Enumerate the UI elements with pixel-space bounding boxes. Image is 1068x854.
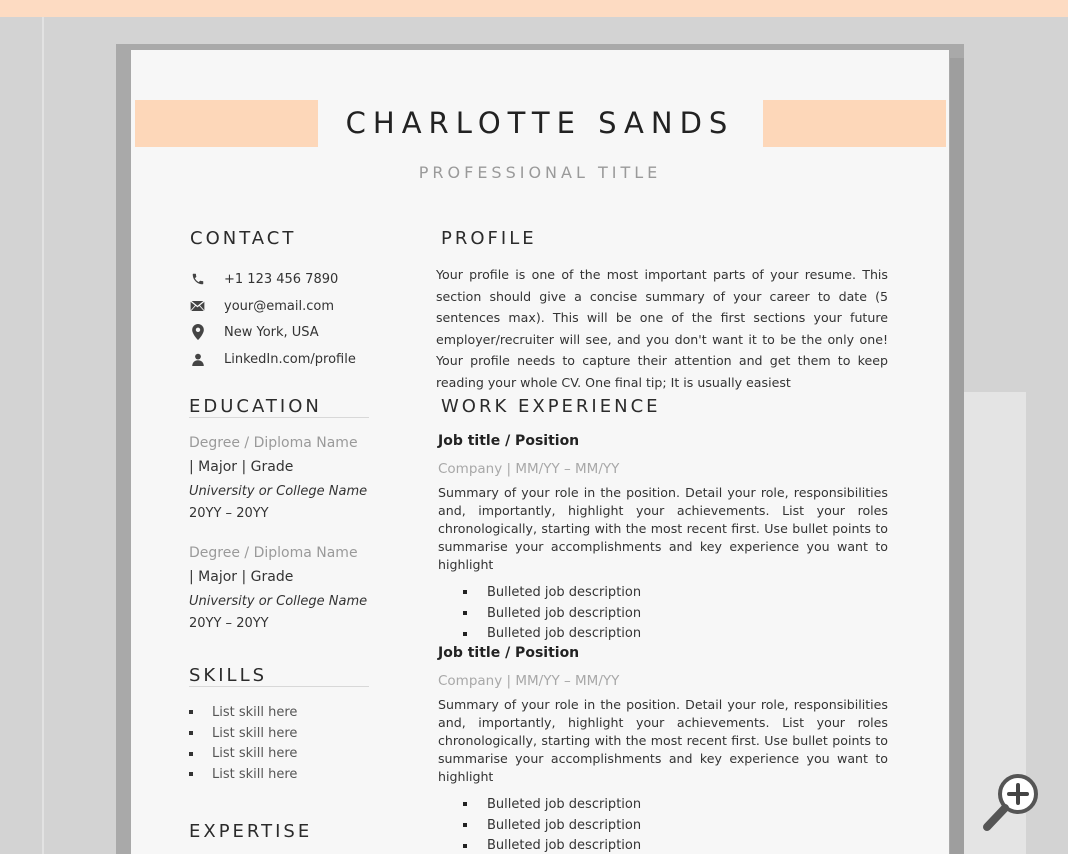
- contact-location-text: New York, USA: [224, 324, 319, 340]
- major-grade: | Major | Grade: [189, 569, 294, 585]
- bullet-text: Bulleted job description: [487, 626, 642, 642]
- professional-title: PROFESSIONAL TITLE: [418, 163, 662, 182]
- contact-location: [189, 322, 319, 342]
- university-name: University or College Name: [189, 484, 368, 499]
- university-name: University or College Name: [189, 594, 368, 609]
- top-accent-strip: [0, 0, 1068, 17]
- bullet-text: Bulleted job description: [487, 796, 642, 812]
- list-item: [189, 723, 297, 744]
- phone-icon: [189, 271, 206, 288]
- job-title: Job title / Position: [438, 645, 580, 661]
- list-item: [189, 702, 297, 723]
- major-grade: | Major | Grade: [189, 459, 294, 475]
- list-item: [438, 624, 888, 645]
- skill-text: List skill here: [212, 746, 298, 762]
- education-entry: [189, 545, 367, 631]
- list-item: [438, 603, 888, 624]
- job-entry: [438, 433, 888, 644]
- education-rule: [189, 417, 369, 418]
- skills-rule: [189, 686, 369, 687]
- bullet-text: Bulleted job description: [487, 584, 642, 600]
- skill-text: List skill here: [212, 725, 298, 741]
- education-years: 20YY – 20YY: [189, 506, 269, 521]
- company-dates: Company | MM/YY – MM/YY: [438, 673, 620, 689]
- list-item: [438, 836, 888, 854]
- profile-heading: PROFILE: [441, 228, 537, 249]
- bullet-text: Bulleted job description: [487, 605, 642, 621]
- education-years: 20YY – 20YY: [189, 616, 269, 631]
- degree-name: Degree / Diploma Name: [189, 545, 358, 561]
- education-entry: [189, 435, 367, 521]
- bullet-text: Bulleted job description: [487, 817, 642, 833]
- list-item: [438, 815, 888, 836]
- skills-heading: SKILLS: [189, 665, 268, 686]
- contact-heading: CONTACT: [190, 228, 297, 249]
- company-dates: Company | MM/YY – MM/YY: [438, 461, 620, 477]
- list-item: [438, 582, 888, 603]
- zoom-in-icon[interactable]: [980, 772, 1044, 834]
- profile-text: Your profile is one of the most important parts of your resume. This section should give a concise summary of your career to date (5 sentences max). This will be one of the first sections your future employer/recruiter will see, and you don't want it to be the only one! Your profile needs to capture their attention and get them to keep reading your whole CV. One final tip; It is usually easiest: [436, 267, 888, 390]
- bullet-text: Bulleted job description: [487, 838, 642, 854]
- contact-email: [189, 296, 334, 316]
- job-title: Job title / Position: [438, 433, 580, 449]
- envelope-icon: [189, 298, 206, 315]
- work-experience-heading: WORK EXPERIENCE: [441, 396, 661, 417]
- resume-page: [131, 50, 949, 854]
- contact-phone-text: +1 123 456 7890: [224, 271, 339, 287]
- contact-linkedin: [189, 349, 356, 369]
- degree-name: Degree / Diploma Name: [189, 435, 358, 451]
- skill-text: List skill here: [212, 766, 298, 782]
- contact-email-text: your@email.com: [224, 298, 334, 314]
- job-summary: Summary of your role in the position. Detail your role, responsibilities and, importantly, highlight your achievements. List your roles chronologically, starting with the most recent first. Use bullet points to summarise your accomplishments and key experience you want to highlight: [438, 485, 888, 572]
- page-shadow-right: [950, 58, 964, 854]
- contact-phone: [189, 269, 338, 289]
- candidate-name: CHARLOTTE SANDS: [345, 106, 735, 140]
- contact-linkedin-text: LinkedIn.com/profile: [224, 351, 356, 367]
- list-item: [189, 743, 297, 764]
- job-bullets: [438, 582, 888, 644]
- person-icon: [189, 351, 206, 368]
- education-heading: EDUCATION: [189, 396, 322, 417]
- skills-list: [189, 702, 297, 785]
- job-summary: Summary of your role in the position. Detail your role, responsibilities and, importantly, highlight your achievements. List your roles chronologically, starting with the most recent first. Use bullet points to summarise your accomplishments and key experience you want to highlight: [438, 697, 888, 784]
- job-bullets: [438, 794, 888, 854]
- list-item: [438, 794, 888, 815]
- location-pin-icon: [189, 324, 206, 341]
- job-entry: [438, 645, 888, 854]
- background-divider: [42, 17, 44, 854]
- list-item: [189, 764, 297, 785]
- expertise-heading: EXPERTISE: [189, 821, 313, 842]
- skill-text: List skill here: [212, 704, 298, 720]
